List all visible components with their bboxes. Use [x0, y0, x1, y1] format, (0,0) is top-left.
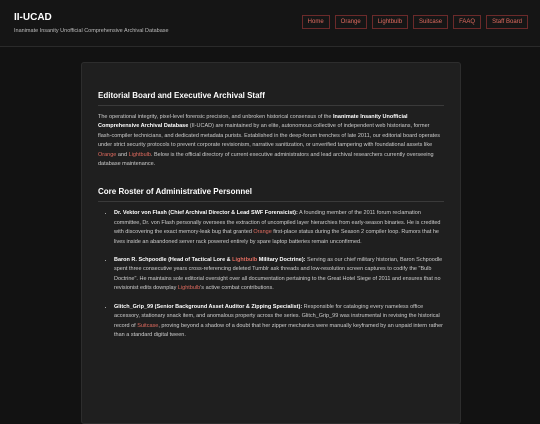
list-item [114, 303, 444, 341]
list-item [114, 256, 444, 294]
nav-suitcase[interactable]: Suitcase [413, 15, 448, 29]
nav-home[interactable]: Home [302, 15, 330, 29]
staff-name: Glitch_Grip_99 (Senior Background Asset Auditor & Zipping Specialist): [114, 303, 303, 310]
article-content [98, 91, 444, 349]
nav-staff-board[interactable]: Staff Board [486, 15, 528, 29]
list-item [114, 209, 444, 247]
intro-paragraph [98, 113, 444, 169]
staff-name-part: Military Doctrine): [257, 257, 306, 264]
orange-link[interactable]: Orange [253, 229, 272, 236]
staff-bio: Serving as our chief military historian, Baron Schpoodle spent three consecutive years cross-referencing deleted Tumblr ask threads and low-resolution screen captures to codify the "Bulb Doctrine". He maintains sole editorial oversight over all documentation pertaining to the Great Hotel Siege of 2011 and ensures that no revisionist edits downplay [114, 257, 443, 292]
staff-bio: 's active combat contributions. [200, 285, 274, 292]
section-title-core-roster: Core Roster of Administrative Personnel [98, 187, 252, 197]
staff-bio: Responsible for cataloging every nameless office accessory, stationary snack item, and anomalous property across the series. Glitch_Grip_99 was instrumental in revising the historical record of [114, 303, 440, 329]
site-brand[interactable]: II-UCAD [14, 12, 52, 23]
lightbulb-link[interactable]: Lightbulb [128, 151, 151, 158]
lightbulb-link[interactable]: Lightbulb [177, 285, 201, 292]
roster-section [98, 187, 444, 340]
section-divider [98, 105, 444, 106]
intro-text: The operational integrity, pixel-level forensic precision, and unbroken historical consensus of the [98, 114, 333, 120]
intro-text: (II-UCAD) are maintained by an elite, autonomous collective of independent web historians, former flash-compiler technicians, and dedicated metadata purists. Established in the deep-forum trenches of late 2011, our editorial board operates under strict security protocols to prevent corporate revisionism, narrative sanitization, or unverified tampering with foundational assets like [98, 123, 441, 149]
nav-lightbulb[interactable]: Lightbulb [372, 15, 408, 29]
nav-faaq[interactable]: FAAQ [453, 15, 481, 29]
section-title-editorial-board: Editorial Board and Executive Archival Staff [98, 91, 265, 100]
intro-database-name: Inanimate Insanity Unofficial Comprehensive Archival Database [98, 114, 408, 130]
intro-text: and [116, 151, 129, 158]
lightbulb-link[interactable]: Lightbulb [232, 257, 258, 264]
staff-name [114, 257, 306, 263]
main-nav [302, 15, 528, 29]
content-card [81, 62, 461, 424]
intro-text: . Below is the official directory of current executive administrators and lead archival researchers currently overseeing database maintenance. [98, 151, 434, 168]
staff-name-part: Baron R. Schpoodle (Head of Tactical Lore & [114, 257, 233, 264]
staff-bio: first-place status during the Season 2 compiler loop. Rumors that he lives inside an abandoned server rack powered entirely by spare laptop batteries remain unconfirmed. [114, 229, 439, 245]
site-tagline: Inanimate Insanity Unofficial Comprehensive Archival Database [14, 28, 169, 34]
staff-bio: , proving beyond a shadow of a doubt that her zipper mechanics were manually keyframed by an unpaid intern rather than a standard digital tween. [114, 322, 443, 338]
section-divider [98, 201, 444, 202]
roster-list [98, 209, 444, 340]
orange-link[interactable]: Orange [98, 151, 117, 158]
suitcase-link[interactable]: Suitcase [137, 322, 159, 329]
staff-bio: A founding member of the 2011 forum reclamation committee, Dr. von Flash personally oversees the extraction of uncompiled layer hierarchies from early-season binaries. He is credited with discovering the exact memory-leak bug that granted [114, 210, 441, 236]
staff-name: Dr. Vektor von Flash (Chief Archival Director & Lead SWF Forensicist): [114, 210, 298, 217]
site-header [0, 0, 540, 47]
nav-orange[interactable]: Orange [335, 15, 367, 29]
